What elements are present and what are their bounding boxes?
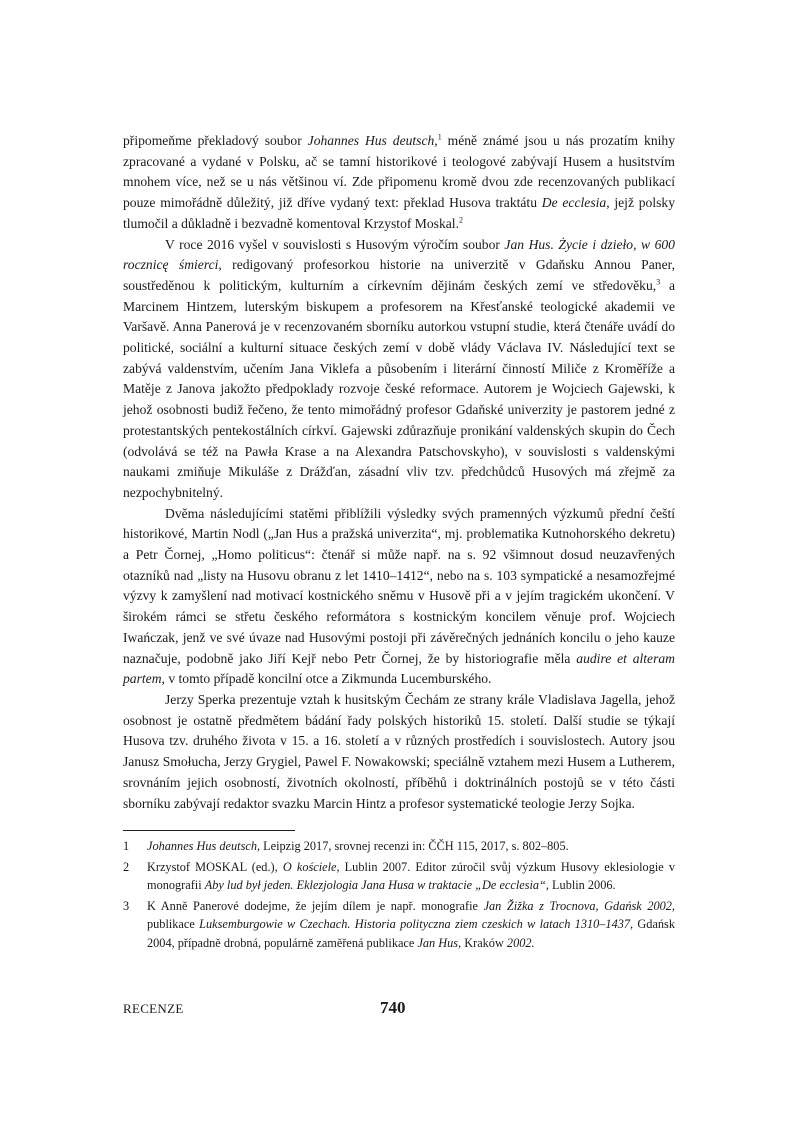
- text-run: a Marcinem Hintzem, luterským biskupem a profesorem na Křesťanské teologické akademii ve Varšavě. Anna Panerová je v recenzovaném sborníku autorkou vstupní studie, která čtenáře uvádí do politické, sociální a kulturní situace českých zemí v době vlády Václava IV. Následující text se zabývá valdenstvím, učením Jana Viklefa a působením i literární činností Miliče z Kroměříže a Matěje z Janova jakožto předpoklady rozvoje české reformace. Autorem je Wojciech Gajewski, k jehož osobnosti budiž řečeno, že tento mimořádný profesor Gdaňské univerzity je pastorem jedné z protestantských pentekostálních církví. Gajewski zdůrazňuje pronikání valdenských skupin do Čech (odvolává se též na Pawła Krase a na Alexandra Patschovskyho), v souvislosti s valdenskými naukami zmiňuje Mikuláše z Drážďan, zásadní vliv tzv. předchůdců Husových má zřejmě za nezpochybnitelný.: [123, 277, 675, 500]
- book-title: Luksemburgowie w Czechach. Historia polityczna ziem czeskich w latach 1310–1437,: [199, 917, 634, 931]
- text-run: publikace: [147, 917, 200, 931]
- text-run: Jerzy Sperka prezentuje vztah k husitským Čechám ze strany krále Vladislava Jagella, jehož osobnost je ostatně předmětem bádání řady polských historiků 15. století. Další studie se týkají Husova tzv. druhého života v 15. a 16. století a v různých prostředích i souvislostech. Autory jsou Janusz Smołucha, Jerzy Grygiel, Pawel F. Nowakowski; speciálně vztahem mezi Husem a Lutherem, srovnáním jejich osobností, životních okolností, příběhů i doktrinálních postojů se v této části sborníku zabývají redaktor svazku Marcin Hintz a profesor systematické teologie Jerzy Sojka.: [123, 691, 675, 811]
- book-title: De ecclesia: [541, 195, 607, 211]
- footnote-1: [123, 837, 675, 856]
- book-title: 2002.: [506, 935, 535, 950]
- paragraph-1: [123, 131, 675, 235]
- footnote-number: 2: [123, 859, 130, 874]
- footnote-2: [123, 858, 675, 895]
- text-run: V roce 2016 vyšel v souvislosti s Husovým výročím soubor: [165, 236, 505, 252]
- text-run: , jejž polsky tlumočil a důkladně i bezvadně komentoval Krzystof Moskal.: [123, 195, 676, 231]
- footnotes: [123, 837, 675, 954]
- paragraph-4: [123, 690, 675, 814]
- book-title: Aby lud był jeden. Eklezjologia Jana Husa w traktacie „De ecclesia“: [204, 878, 546, 892]
- main-text: [123, 131, 675, 814]
- text-run: méně známé jsou u nás prozatím knihy zpracované a vydané v Polsku, ač se tamní historikové i teologové zabývají Husem a husitstvím mnohem více, než se u nás většinou ví. Zde připomenu kromě dvou zde recenzovaných publikací pouze mimořádně důležitý, již dříve vydaný text: překlad Husova traktátu: [123, 133, 676, 211]
- footnote-ref: 3: [656, 277, 661, 287]
- text-run: Krzystof MOSKAL (ed.),: [147, 859, 283, 874]
- text-run: K Anně Panerové dodejme, že jejím dílem je např. monografie: [147, 898, 484, 913]
- footnote-text: [147, 837, 675, 856]
- running-footer: RECENZE: [123, 1001, 184, 1016]
- latin-phrase: audire et alteram partem: [123, 650, 675, 687]
- footnote-divider: [123, 830, 295, 831]
- book-title: Johannes Hus deutsch,: [307, 133, 438, 148]
- text-run: Dvěma následujícími statěmi přiblížili výsledky svých pramenných výzkumů přední čeští historikové, Martin Nodl („Jan Hus a pražská univerzita“, mj. problematika Kutnohorského dekretu) a Petr Čornej, „Homo politicus“: čtenář si může např. na s. 92 všimnout dosud neuzavřených otazníků nad „listy na Husovu obranu z let 1410–1412“, nebo na s. 103 sympatické a nesamozřejmé výzvy k zamyšlení nad motivací kostnického sněmu v Husově při a v jejím tragickém ukončení. V širokém rámci se střetu českého reformátora s kostnickým koncilem věnuje prof. Wojciech Iwańczak, jenž ve své úvaze nad Husovými postoji při závěrečných jednáních koncilu o jeho kauze naznačuje, podobně jako Jiří Kejř nebo Petr Čornej, že by historiografie měla: [123, 505, 675, 666]
- book-title: Johannes Hus deutsch,: [147, 839, 261, 853]
- page-number: 740: [380, 998, 406, 1017]
- footnote-ref: 1: [437, 132, 442, 142]
- book-title: Jan Žižka z Trocnova, Gdańsk 2002,: [483, 898, 675, 913]
- text-run: Gdańsk 2004, případně drobná, populárně zaměřená publikace: [147, 917, 675, 950]
- footnote-number: 1: [123, 839, 130, 853]
- footnote-number: 3: [123, 898, 130, 913]
- footnote-text: [147, 897, 675, 953]
- footnote-text: [147, 858, 675, 895]
- footnote-3: [123, 897, 675, 953]
- paragraph-3: [123, 504, 675, 690]
- text-run: , Lublin 2007. Editor zúročil svůj výzkum Husovy eklesiologie v monografii: [147, 859, 675, 892]
- text-run: , redigovaný profesorkou historie na univerzitě v Gdaňsku Annou Paner, soustředěnou k politickým, kulturním a církevním dějinám českých zemí ve středověku,: [123, 257, 675, 293]
- text-run: , v tomto případě koncilní otce a Zikmunda Lucemburského.: [161, 671, 492, 687]
- footnote-ref: 2: [458, 215, 463, 225]
- book-title: Jan Hus,: [417, 935, 462, 950]
- book-title: O kościele: [282, 859, 337, 874]
- text-run: připomeňme překladový soubor: [123, 133, 308, 148]
- book-title: Jan Hus. Życie i dzieło, w 600 rocznicę śmierci: [123, 236, 675, 273]
- text-run: Leipzig 2017, srovnej recenzi in: ČČH 115, 2017, s. 802–805.: [260, 839, 569, 853]
- paragraph-2: [123, 235, 675, 504]
- text-run: , Lublin 2006.: [545, 878, 616, 892]
- text-run: Kraków: [461, 935, 507, 950]
